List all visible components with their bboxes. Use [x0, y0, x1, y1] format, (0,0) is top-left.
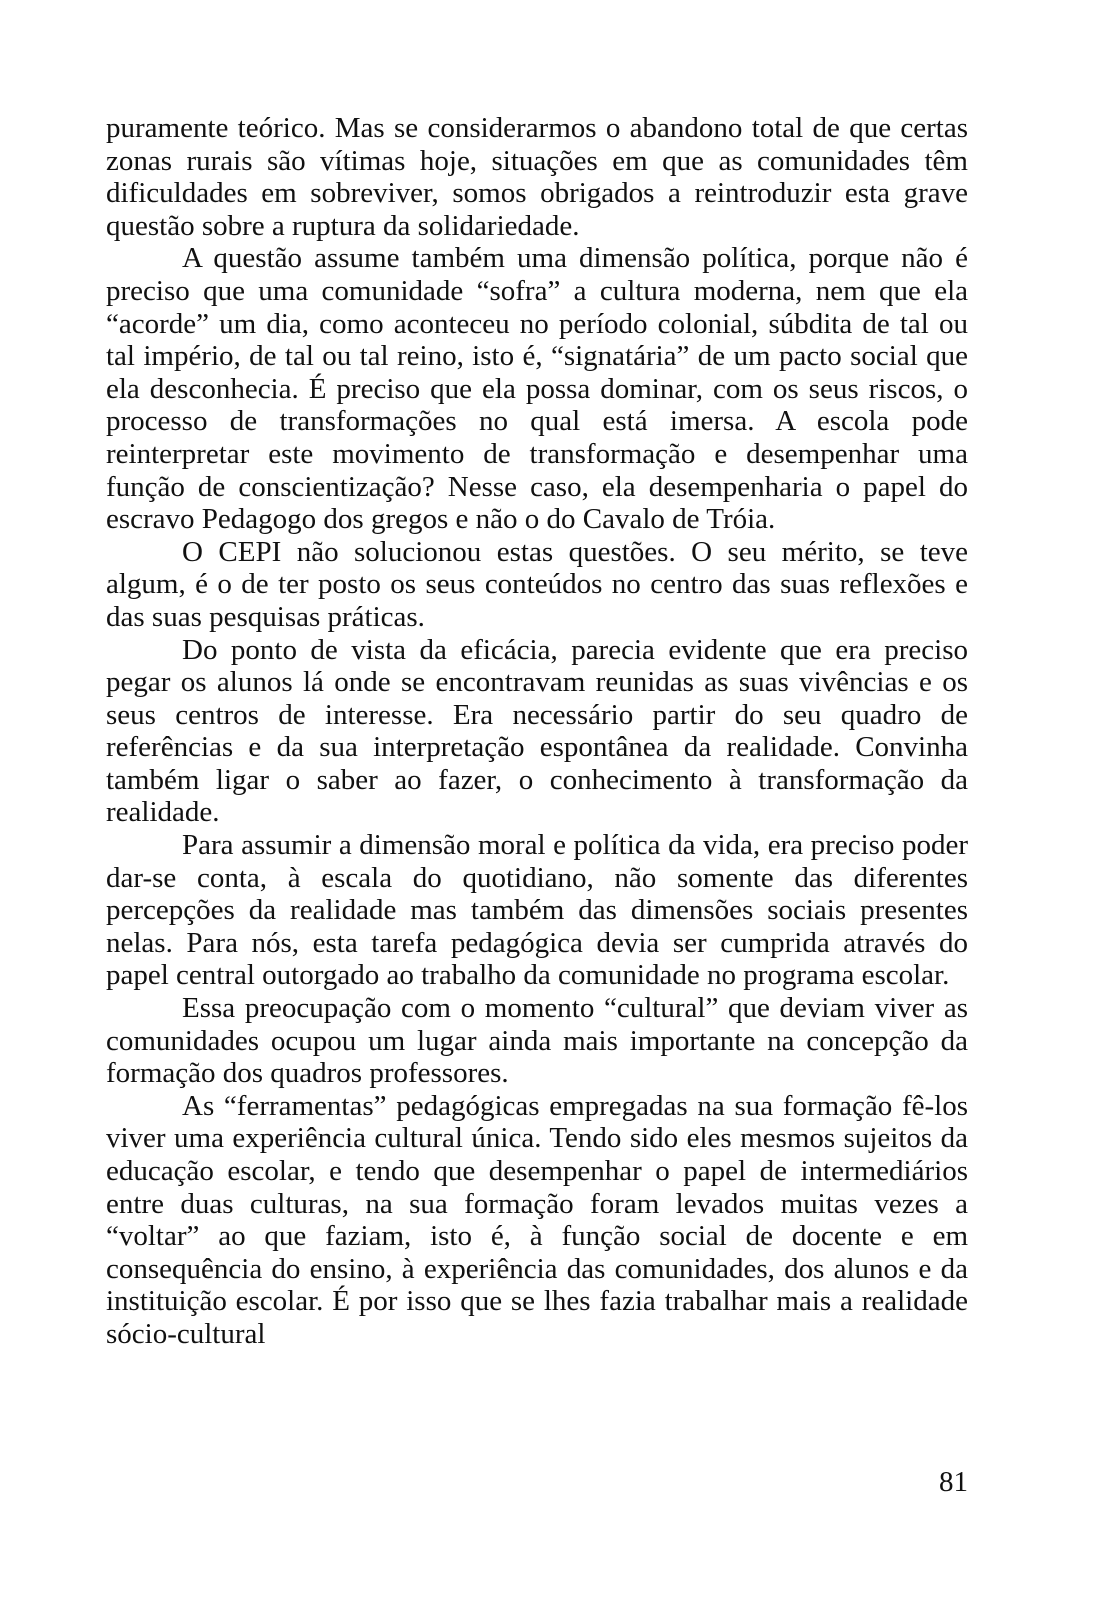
paragraph-4: Do ponto de vista da eficácia, parecia evidente que era preciso pegar os alunos lá onde se encontravam reunidas as suas vivências e os seus centros de interesse. Era necessário partir do seu quadro de referências e da sua interpretação espontânea da realidade. Convinha também ligar o saber ao fazer, o conhecimento à transformação da realidade.: [106, 633, 968, 829]
paragraph-2: A questão assume também uma dimensão política, porque não é preciso que uma comunidade “sofra” a cultura moderna, nem que ela “acorde” um dia, como aconteceu no período colonial, súbdita de tal ou tal império, de tal ou tal reino, isto é, “signatária” de um pacto social que ela desconhecia. É preciso que ela possa dominar, com os seus riscos, o processo de transformações no qual está imersa. A escola pode reinterpretar este movimento de transformação e desempenhar uma função de conscientização? Nesse caso, ela desempenharia o papel do escravo Pedagogo dos gregos e não o do Cavalo de Tróia.: [106, 242, 968, 536]
paragraph-3: O CEPI não solucionou estas questões. O seu mérito, se teve algum, é o de ter posto os seus conteúdos no centro das suas reflexões e das suas pesquisas práticas.: [106, 535, 968, 633]
page-body: [106, 112, 968, 1351]
paragraph-7: As “ferramentas” pedagógicas empregadas na sua formação fê-los viver uma experiência cultural única. Tendo sido eles mesmos sujeitos da educação escolar, e tendo que desempenhar o papel de intermediários entre duas culturas, na sua formação foram levados muitas vezes a “voltar” ao que faziam, isto é, à função social de docente e em consequência do ensino, à experiência das comunidades, dos alunos e da instituição escolar. É por isso que se lhes fazia trabalhar mais a realidade sócio-cultural: [106, 1089, 968, 1350]
paragraph-6: Essa preocupação com o momento “cultural” que deviam viver as comunidades ocupou um lugar ainda mais importante na concepção da formação dos quadros professores.: [106, 992, 968, 1090]
page-number: 81: [939, 1466, 968, 1498]
paragraph-1: puramente teórico. Mas se considerarmos o abandono total de que certas zonas rurais são vítimas hoje, situações em que as comunidades têm dificuldades em sobreviver, somos obrigados a reintroduzir esta grave questão sobre a ruptura da solidariedade.: [106, 112, 968, 242]
paragraph-5: Para assumir a dimensão moral e política da vida, era preciso poder dar-se conta, à escala do quotidiano, não somente das diferentes percepções da realidade mas também das dimensões sociais presentes nelas. Para nós, esta tarefa pedagógica devia ser cumprida através do papel central outorgado ao trabalho da comunidade no programa escolar.: [106, 829, 968, 992]
